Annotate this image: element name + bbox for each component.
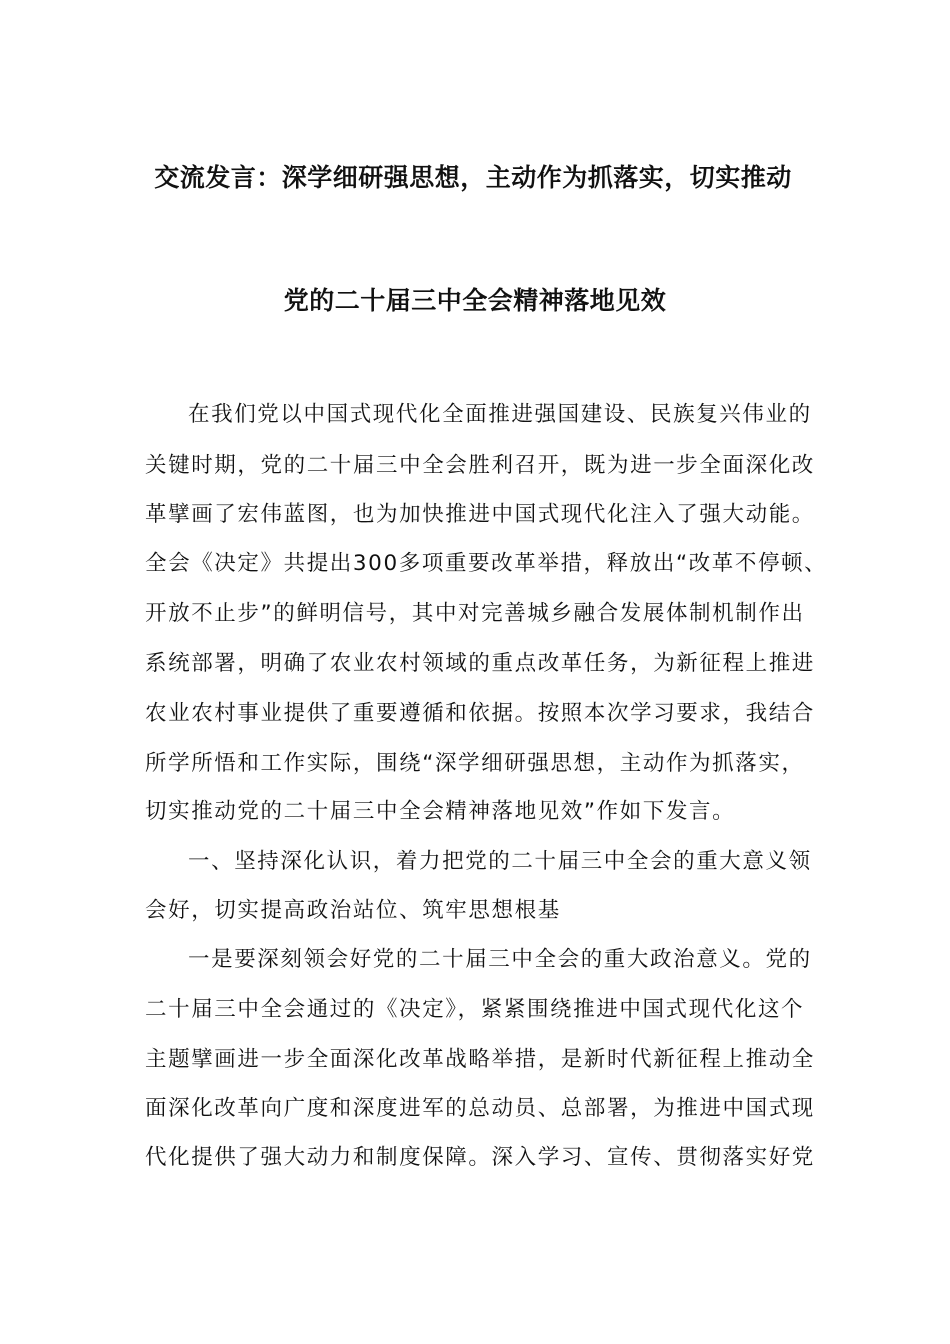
paragraph-line: 切实推动党的二十届三中全会精神落地见效”作如下发言。 [145, 799, 736, 824]
paragraph-line: 农业农村事业提供了重要遵循和依据。按照本次学习要求，我结合 [145, 701, 815, 726]
paragraph-line: 代化提供了强大动力和制度保障。深入学习、宣传、贯彻落实好党 [145, 1145, 815, 1170]
section-heading-line: 会好，切实提高政治站位、筑牢思想根基 [145, 898, 561, 923]
paragraph-line: 面深化改革向广度和深度进军的总动员、总部署，为推进中国式现 [145, 1096, 815, 1121]
paragraph-line: 系统部署，明确了农业农村领域的重点改革任务，为新征程上推进 [145, 651, 815, 676]
paragraph-line: 一是要深刻领会好党的二十届三中全会的重大政治意义。党的 [188, 947, 812, 972]
paragraph-line: 关键时期，党的二十届三中全会胜利召开，既为进一步全面深化改 [145, 453, 815, 478]
paragraph-line: 开放不止步”的鲜明信号，其中对完善城乡融合发展体制机制作出 [145, 601, 805, 626]
section-heading-line: 一、坚持深化认识，着力把党的二十届三中全会的重大意义领 [188, 849, 812, 874]
paragraph-line: 全会《决定》共提出300多项重要改革举措，释放出“改革不停顿、 [145, 551, 828, 576]
document-title-line-2: 党的二十届三中全会精神落地见效 [283, 286, 667, 315]
paragraph-line: 二十届三中全会通过的《决定》，紧紧围绕推进中国式现代化这个 [145, 997, 805, 1022]
paragraph-line: 在我们党以中国式现代化全面推进强国建设、民族复兴伟业的 [188, 402, 812, 427]
paragraph-line: 革擘画了宏伟蓝图，也为加快推进中国式现代化注入了强大动能。 [145, 502, 815, 527]
document-title-line-1: 交流发言：深学细研强思想，主动作为抓落实，切实推动 [154, 163, 792, 192]
paragraph-line: 所学所悟和工作实际，围绕“深学细研强思想，主动作为抓落实， [145, 751, 805, 776]
paragraph-line: 主题擘画进一步全面深化改革战略举措，是新时代新征程上推动全 [145, 1047, 815, 1072]
